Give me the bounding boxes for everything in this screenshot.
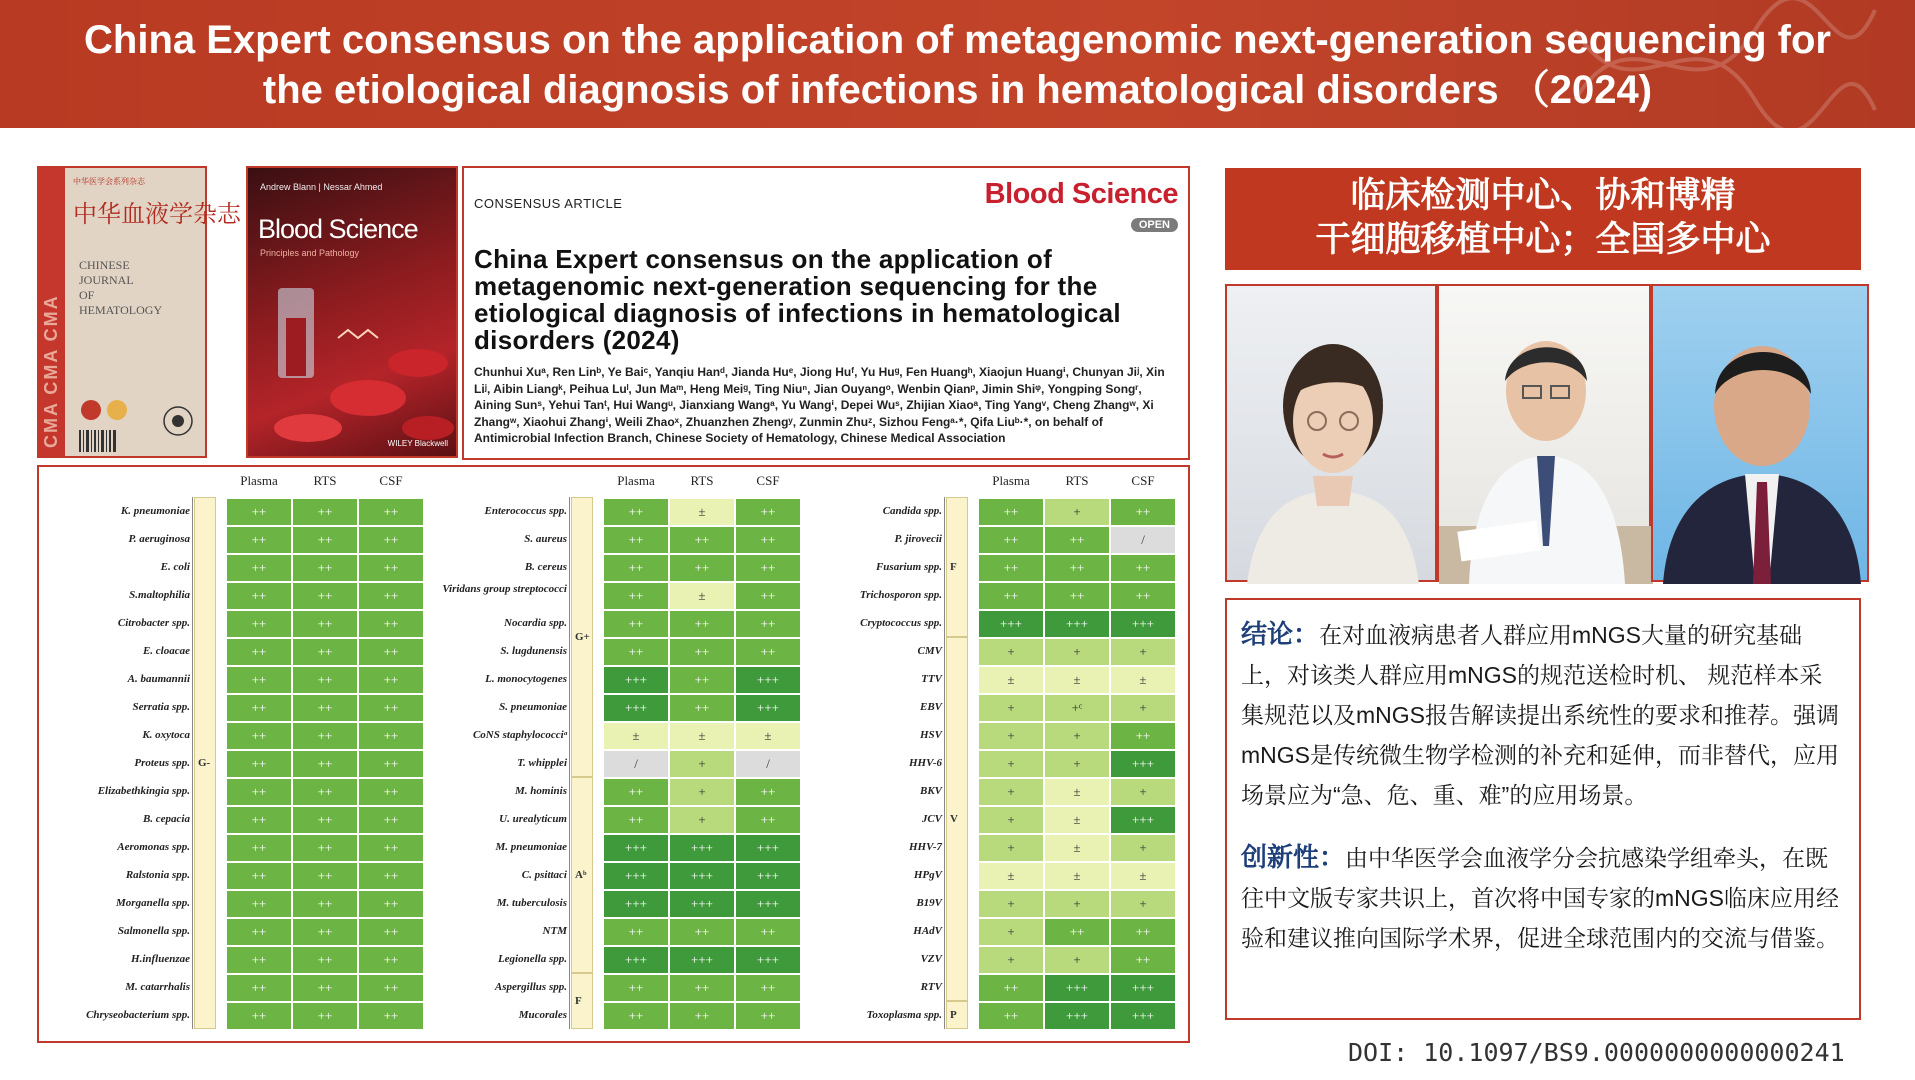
pathogen-name: HHV-6 — [908, 757, 942, 769]
recommendation-cell: ++ — [292, 834, 358, 862]
recommendation-cell: / — [735, 750, 801, 778]
pathogen-name: P. aeruginosa — [128, 533, 190, 545]
pathogen-name: BKV — [919, 785, 942, 797]
dna-helix-decoration — [1575, 0, 1875, 128]
recommendation-cell: ++ — [358, 582, 424, 610]
recommendation-cell: ++ — [226, 974, 292, 1002]
center-line-2: 干细胞移植中心；全国多中心 — [1315, 220, 1771, 259]
recommendation-cell: ++ — [358, 890, 424, 918]
recommendation-cell: +++ — [1044, 1002, 1110, 1030]
center-line-1: 临床检测中心、协和博精 — [1350, 176, 1736, 215]
recommendation-cell: ++ — [226, 890, 292, 918]
recommendation-cell: ++ — [292, 722, 358, 750]
recommendation-cell: ++ — [1110, 946, 1176, 974]
recommendation-cell: ± — [978, 666, 1044, 694]
recommendation-cell: ++ — [358, 946, 424, 974]
pathogen-group-label: P — [950, 1009, 957, 1021]
pathogen-group — [571, 777, 593, 973]
column-header: CSF — [756, 473, 780, 488]
recommendation-cell: ++ — [358, 918, 424, 946]
pathogen-name: T. whipplei — [517, 757, 567, 769]
recommendation-cell: ± — [603, 722, 669, 750]
recommendation-cell: +++ — [735, 666, 801, 694]
pathogen-name: B19V — [916, 897, 942, 909]
book-authors: Andrew Blann | Nessar Ahmed — [260, 182, 383, 192]
recommendation-cell: ++ — [292, 666, 358, 694]
pathogen-name: Chryseobacterium spp. — [86, 1009, 190, 1021]
table-label-divider — [944, 497, 945, 1029]
recommendation-cell: ++ — [292, 554, 358, 582]
recommendation-cell: + — [978, 918, 1044, 946]
recommendation-cell: ++ — [978, 1002, 1044, 1030]
recommendation-cell: +++ — [603, 946, 669, 974]
recommendation-tables — [37, 465, 1190, 1043]
recommendation-cell: ++ — [226, 694, 292, 722]
recommendation-cell: +++ — [603, 666, 669, 694]
recommendation-cell: +++ — [735, 694, 801, 722]
recommendation-cell: + — [978, 834, 1044, 862]
pathogen-name: Proteus spp. — [134, 757, 190, 769]
recommendation-cell: ++ — [735, 806, 801, 834]
pathogen-name: Nocardia spp. — [504, 617, 567, 629]
recommendation-cell: ++ — [226, 722, 292, 750]
recommendation-cell: + — [978, 694, 1044, 722]
recommendation-cell: +ᶜ — [1044, 694, 1110, 722]
pathogen-group-label: G- — [198, 757, 211, 769]
pathogen-name: Elizabethkingia spp. — [97, 785, 190, 797]
recommendation-cell: ++ — [603, 582, 669, 610]
journal-name: Blood Science — [984, 178, 1178, 210]
recommendation-cell: ++ — [292, 694, 358, 722]
recommendation-cell: / — [603, 750, 669, 778]
recommendation-cell: + — [978, 890, 1044, 918]
recommendation-cell: +++ — [669, 862, 735, 890]
recommendation-cell: + — [1044, 890, 1110, 918]
pathogen-name: P. jirovecii — [894, 533, 942, 545]
pathogen-name: Viridans group streptococci — [442, 583, 567, 595]
recommendation-cell: ++ — [603, 498, 669, 526]
recommendation-cell: + — [978, 946, 1044, 974]
recommendation-cell: ++ — [226, 778, 292, 806]
recommendation-cell: ++ — [292, 890, 358, 918]
recommendation-cell: + — [669, 806, 735, 834]
pathogen-name: Ralstonia spp. — [125, 869, 190, 881]
cover-chinese-title: 中华血液学杂志 — [73, 200, 241, 228]
open-access-badge: OPEN — [1131, 218, 1178, 232]
recommendation-cell: ++ — [292, 1002, 358, 1030]
recommendation-cell: ++ — [358, 722, 424, 750]
pathogen-name: B. cereus — [524, 561, 567, 573]
recommendation-cell: ++ — [292, 582, 358, 610]
recommendation-cell: ++ — [226, 526, 292, 554]
pathogen-name: H.influenzae — [131, 953, 190, 965]
recommendation-cell: ++ — [669, 974, 735, 1002]
cover-emblem-icon — [79, 396, 139, 426]
pathogen-name: HSV — [919, 729, 942, 741]
recommendation-cell: ± — [1110, 862, 1176, 890]
recommendation-cell: ++ — [1110, 582, 1176, 610]
pathogen-group-label: F — [950, 561, 957, 573]
recommendation-cell: + — [978, 638, 1044, 666]
recommendation-cell: ± — [1044, 862, 1110, 890]
recommendation-cell: +++ — [603, 834, 669, 862]
recommendation-cell: ± — [1044, 806, 1110, 834]
blood-cells-illustration — [248, 268, 460, 448]
recommendation-cell: ++ — [226, 498, 292, 526]
table-label-divider — [569, 497, 570, 1029]
pathogen-name: HAdV — [913, 925, 942, 937]
recommendation-cell: ++ — [358, 554, 424, 582]
cover-series-label: 中华医学会系列杂志 — [73, 177, 145, 186]
pathogen-group — [946, 1001, 968, 1029]
pathogen-name: E. coli — [160, 561, 190, 573]
recommendation-cell: +++ — [1044, 974, 1110, 1002]
pathogen-name: Serratia spp. — [132, 701, 190, 713]
pathogen-name: EBV — [919, 701, 942, 713]
recommendation-cell: ± — [669, 498, 735, 526]
recommendation-cell: ++ — [358, 526, 424, 554]
innovation-text: 由中华医学会血液学分会抗感染学组牵头，在既往中文版专家共识上，首次将中国专家的mNGS临床应用经验和建议推向国际学术界，促进全球范围内的交流与借鉴。 — [1241, 845, 1839, 951]
recommendation-cell: ++ — [1110, 554, 1176, 582]
pathogen-name: A. baumannii — [127, 673, 190, 685]
book-subtitle: Principles and Pathology — [260, 248, 360, 258]
banner-line-1: China Expert consensus on the application of metagenomic next-generation sequencing for — [84, 18, 1831, 62]
recommendation-cell: ++ — [292, 862, 358, 890]
conclusion-label: 结论： — [1241, 619, 1320, 649]
recommendation-cell: +++ — [735, 946, 801, 974]
recommendation-cell: +++ — [1044, 610, 1110, 638]
pathogen-name: M. hominis — [515, 785, 567, 797]
recommendation-cell: ++ — [1044, 582, 1110, 610]
recommendation-cell: ++ — [292, 778, 358, 806]
recommendation-cell: ++ — [292, 974, 358, 1002]
recommendation-cell: ++ — [358, 638, 424, 666]
recommendation-cell: ++ — [978, 554, 1044, 582]
innovation-label: 创新性： — [1241, 842, 1346, 872]
pathogen-name: NTM — [542, 925, 567, 937]
recommendation-cell: ++ — [603, 806, 669, 834]
cover-blood-science-book — [246, 166, 458, 458]
recommendation-cell: + — [1110, 638, 1176, 666]
recommendation-cell: ++ — [292, 806, 358, 834]
recommendation-cell: ++ — [358, 974, 424, 1002]
pathogen-name: Morganella spp. — [116, 897, 190, 909]
recommendation-cell: ± — [669, 722, 735, 750]
recommendation-cell: ++ — [358, 834, 424, 862]
recommendation-cell: ++ — [226, 806, 292, 834]
pathogen-name: HHV-7 — [908, 841, 942, 853]
recommendation-cell: ++ — [603, 610, 669, 638]
recommendation-cell: +++ — [1110, 1002, 1176, 1030]
recommendation-cell: ++ — [292, 526, 358, 554]
recommendation-cell: + — [1044, 722, 1110, 750]
pathogen-name: Aeromonas spp. — [117, 841, 190, 853]
table-label-divider — [192, 497, 193, 1029]
expert-photo-3 — [1651, 284, 1869, 582]
pathogen-name: TTV — [921, 673, 942, 685]
title-banner — [0, 0, 1915, 128]
recommendation-cell: ++ — [1110, 498, 1176, 526]
pathogen-name: S.maltophilia — [129, 589, 190, 601]
recommendation-cell: ± — [1044, 834, 1110, 862]
pathogen-name: Fusarium spp. — [875, 561, 942, 573]
recommendation-cell: ++ — [358, 1002, 424, 1030]
cover-cma-strip: CMA CMA CMA — [39, 168, 65, 456]
column-header: CSF — [1131, 473, 1155, 488]
recommendation-cell: ± — [1044, 778, 1110, 806]
recommendation-cell: +++ — [1110, 610, 1176, 638]
recommendation-cell: ++ — [669, 610, 735, 638]
recommendation-cell: + — [669, 750, 735, 778]
recommendation-cell: ++ — [603, 1002, 669, 1030]
recommendation-cell: ++ — [978, 498, 1044, 526]
pathogen-name: Toxoplasma spp. — [866, 1009, 942, 1021]
pathogen-group-label: G+ — [575, 631, 590, 643]
recommendation-cell: + — [1044, 750, 1110, 778]
pathogen-name: Trichosporon spp. — [859, 589, 942, 601]
cover-chinese-journal-of-hematology — [37, 166, 241, 458]
barcode-icon — [79, 430, 119, 452]
recommendation-cell: +++ — [603, 890, 669, 918]
banner-line-2: the etiological diagnosis of infections in hematological disorders （2024) — [262, 68, 1653, 112]
recommendation-cell: + — [1110, 694, 1176, 722]
column-header: Plasma — [617, 473, 655, 488]
pathogen-name: E. cloacae — [142, 645, 190, 657]
cma-seal-icon — [161, 404, 195, 438]
pathogen-name: B. cepacia — [142, 813, 190, 825]
pathogen-name: M. tuberculosis — [496, 897, 567, 909]
recommendation-cell: ++ — [292, 946, 358, 974]
recommendation-cell: ++ — [735, 498, 801, 526]
recommendation-cell: ++ — [292, 610, 358, 638]
recommendation-cell: + — [978, 722, 1044, 750]
recommendation-cell: ++ — [603, 778, 669, 806]
pathogen-group-label: V — [950, 813, 958, 825]
recommendation-cell: ++ — [226, 918, 292, 946]
recommendation-cell: ++ — [735, 610, 801, 638]
pathogen-name: CoNS staphylococciᵃ — [472, 729, 567, 741]
recommendation-cell: +++ — [735, 890, 801, 918]
recommendation-cell: ++ — [603, 918, 669, 946]
pathogen-name: CMV — [917, 645, 942, 657]
recommendation-cell: ++ — [226, 666, 292, 694]
recommendation-cell: ± — [669, 582, 735, 610]
recommendation-cell: ++ — [978, 526, 1044, 554]
pathogen-name: Enterococcus spp. — [484, 505, 567, 517]
recommendation-cell: + — [1110, 890, 1176, 918]
recommendation-cell: ± — [1110, 666, 1176, 694]
cover-english-title: CHINESE JOURNAL OF HEMATOLOGY — [79, 258, 163, 317]
recommendation-cell: +++ — [735, 834, 801, 862]
pathogen-name: U. urealyticum — [499, 813, 567, 825]
recommendation-cell: ++ — [669, 666, 735, 694]
column-header: CSF — [379, 473, 403, 488]
pathogen-name: K. oxytoca — [142, 729, 190, 741]
pathogen-name: Citrobacter spp. — [117, 617, 190, 629]
recommendation-cell: ++ — [669, 554, 735, 582]
recommendation-cell: ++ — [603, 554, 669, 582]
conclusion-panel — [1225, 598, 1861, 1020]
pathogen-name: C. psittaci — [521, 869, 567, 881]
recommendation-cell: ++ — [735, 554, 801, 582]
recommendation-cell: +++ — [669, 890, 735, 918]
recommendation-cell: ++ — [735, 778, 801, 806]
recommendation-cell: ++ — [669, 918, 735, 946]
recommendation-cell: ++ — [226, 862, 292, 890]
recommendation-cell: ++ — [1044, 918, 1110, 946]
pathogen-group-label: F — [575, 995, 582, 1007]
innovation-paragraph — [1241, 837, 1845, 958]
column-header: RTS — [313, 473, 337, 488]
pathogen-name: Aspergillus spp. — [494, 981, 567, 993]
book-publisher: WILEY Blackwell — [387, 439, 448, 448]
expert-photo-1 — [1225, 284, 1437, 582]
recommendation-cell: ++ — [735, 918, 801, 946]
recommendation-cell: ++ — [358, 694, 424, 722]
column-header: Plasma — [240, 473, 278, 488]
recommendation-cell: +++ — [603, 862, 669, 890]
recommendation-cell: ++ — [226, 1002, 292, 1030]
recommendation-cell: + — [1044, 498, 1110, 526]
recommendation-cell: ++ — [358, 666, 424, 694]
recommendation-cell: ++ — [1044, 526, 1110, 554]
pathogen-group — [194, 497, 216, 1029]
recommendation-cell: ++ — [226, 554, 292, 582]
recommendation-cell: ++ — [735, 974, 801, 1002]
pathogen-name: Legionella spp. — [497, 953, 567, 965]
recommendation-cell: +++ — [603, 694, 669, 722]
pathogen-group — [571, 973, 593, 1029]
recommendation-cell: ++ — [1044, 554, 1110, 582]
recommendation-cell: ++ — [226, 750, 292, 778]
recommendation-cell: + — [1044, 946, 1110, 974]
pathogen-name: S. aureus — [524, 533, 567, 545]
pathogen-name: Mucorales — [518, 1009, 567, 1021]
recommendation-cell: ++ — [226, 610, 292, 638]
recommendation-cell: ++ — [669, 694, 735, 722]
recommendation-cell: ++ — [735, 582, 801, 610]
recommendation-cell: + — [978, 806, 1044, 834]
pathogen-name: JCV — [921, 813, 942, 825]
pathogen-name: S. pneumoniae — [499, 701, 567, 713]
recommendation-cell: + — [669, 778, 735, 806]
recommendation-cell: + — [978, 750, 1044, 778]
pathogen-name: Candida spp. — [882, 505, 942, 517]
recommendation-cell: ++ — [735, 1002, 801, 1030]
recommendation-cell: ++ — [669, 638, 735, 666]
recommendation-cell: ++ — [292, 498, 358, 526]
recommendation-cell: ++ — [226, 834, 292, 862]
pathogen-name: S. lugdunensis — [500, 645, 567, 657]
column-header: RTS — [1065, 473, 1089, 488]
recommendation-cell: ++ — [603, 638, 669, 666]
recommendation-cell: +++ — [1110, 750, 1176, 778]
portrait-man-suit — [1653, 286, 1871, 584]
recommendation-cell: +++ — [669, 834, 735, 862]
recommendation-cell: + — [978, 778, 1044, 806]
recommendation-cell: ++ — [226, 638, 292, 666]
column-header: Plasma — [992, 473, 1030, 488]
recommendation-cell: ++ — [669, 1002, 735, 1030]
recommendation-cell: ++ — [358, 750, 424, 778]
recommendation-cell: / — [1110, 526, 1176, 554]
pathogen-name: RTV — [920, 981, 942, 993]
recommendation-cell: ++ — [358, 610, 424, 638]
pathogen-group — [946, 497, 968, 637]
recommendation-cell: ++ — [735, 638, 801, 666]
portrait-man-labcoat — [1439, 286, 1653, 584]
conclusion-text: 在对血液病患者人群应用mNGS大量的研究基础上，对该类人群应用mNGS的规范送检时机、 规范样本采集规范以及mNGS报告解读提出系统性的要求和推荐。强调mNGS是传统微生物学检测的补充和延伸，而非替代，应用场景应为“急、危、重、难”的应用场景。 — [1241, 622, 1839, 808]
recommendation-cell: ++ — [358, 806, 424, 834]
recommendation-cell: + — [1110, 778, 1176, 806]
pathogen-name: M. pneumoniae — [495, 841, 567, 853]
article-header — [462, 166, 1190, 460]
recommendation-cell: ++ — [978, 974, 1044, 1002]
column-header: RTS — [690, 473, 714, 488]
recommendation-cell: + — [1044, 638, 1110, 666]
pathogen-group-label: Aᵇ — [575, 869, 587, 881]
recommendation-cell: ++ — [292, 918, 358, 946]
article-type: CONSENSUS ARTICLE — [474, 196, 623, 211]
pathogen-name: HPgV — [913, 869, 942, 881]
recommendation-cell: ++ — [735, 526, 801, 554]
participating-centers — [1225, 168, 1861, 270]
pathogen-name: K. pneumoniae — [120, 505, 190, 517]
pathogen-name: Salmonella spp. — [117, 925, 190, 937]
pathogen-group — [571, 497, 593, 777]
recommendation-cell: ++ — [358, 498, 424, 526]
recommendation-cell: ++ — [603, 974, 669, 1002]
recommendation-cell: ++ — [669, 526, 735, 554]
recommendation-cell: ++ — [292, 750, 358, 778]
pathogen-name: M. catarrhalis — [125, 981, 190, 993]
pathogen-name: VZV — [920, 953, 942, 965]
recommendation-cell: +++ — [669, 946, 735, 974]
recommendation-cell: +++ — [1110, 974, 1176, 1002]
recommendation-cell: ++ — [603, 526, 669, 554]
recommendation-cell: +++ — [735, 862, 801, 890]
book-title: Blood Science — [258, 214, 418, 244]
recommendation-cell: ++ — [226, 582, 292, 610]
article-authors: Chunhui Xuᵃ, Ren Linᵇ, Ye Baiᶜ, Yanqiu Hanᵈ, Jianda Huᵉ, Jiong Huᶠ, Yu Huᵍ, Fen Huangʰ, Xiaojun Huangⁱ, Chunyan Jiʲ, Xin Liʲ, Aibin Liangᵏ, Peihua Luˡ, Jun Maᵐ, Heng Meiᵍ, Ting Niuⁿ, Jian Ouyangᵒ, Wenbin Qianᵖ, Jimin Shiᵠ, Yongping Songʳ, Aining Sunˢ, Yehui Tanᵗ, Hui Wangᵘ, Jianxiang Wangᵃ, Yu Wangⁱ, Depei Wuˢ, Zhijian Xiaoᵃ, Ting Yangᵛ, Cheng Zhangʷ, Xi Zhangʷ, Xiaohui Zhangⁱ, Weili Zhaoˣ, Zhuanzhen Zhengʸ, Zunmin Zhuᶻ, Sizhou Fengᵃ·*, Qifa Liuᵇ·*, on behalf of Antimicrobial Infection Branch, Chinese Society of Hematology, Chinese Medical Association — [474, 365, 1165, 445]
recommendation-cell: ++ — [292, 638, 358, 666]
recommendation-cell: +++ — [1110, 806, 1176, 834]
recommendation-cell: ++ — [1110, 918, 1176, 946]
pathogen-group — [946, 637, 968, 1001]
recommendation-cell: ++ — [1110, 722, 1176, 750]
expert-photo-2 — [1437, 284, 1651, 582]
recommendation-cell: ++ — [226, 946, 292, 974]
portrait-woman — [1227, 286, 1439, 584]
recommendation-cell: ± — [1044, 666, 1110, 694]
recommendation-cell: ++ — [358, 862, 424, 890]
recommendation-cell: + — [1110, 834, 1176, 862]
doi-label: DOI: 10.1097/BS9.0000000000000241 — [1348, 1038, 1845, 1067]
pathogen-name: Cryptococcus spp. — [860, 617, 942, 629]
recommendation-cell: ++ — [978, 582, 1044, 610]
recommendation-cell: +++ — [978, 610, 1044, 638]
recommendation-cell: ± — [978, 862, 1044, 890]
article-title: China Expert consensus on the application of metagenomic next-generation sequencing for the etiological diagnosis of infections in hematological disorders (2024) — [474, 244, 1121, 355]
pathogen-name: L. monocytogenes — [485, 673, 567, 685]
recommendation-cell: ++ — [358, 778, 424, 806]
conclusion-paragraph — [1241, 614, 1845, 815]
recommendation-cell: ± — [735, 722, 801, 750]
